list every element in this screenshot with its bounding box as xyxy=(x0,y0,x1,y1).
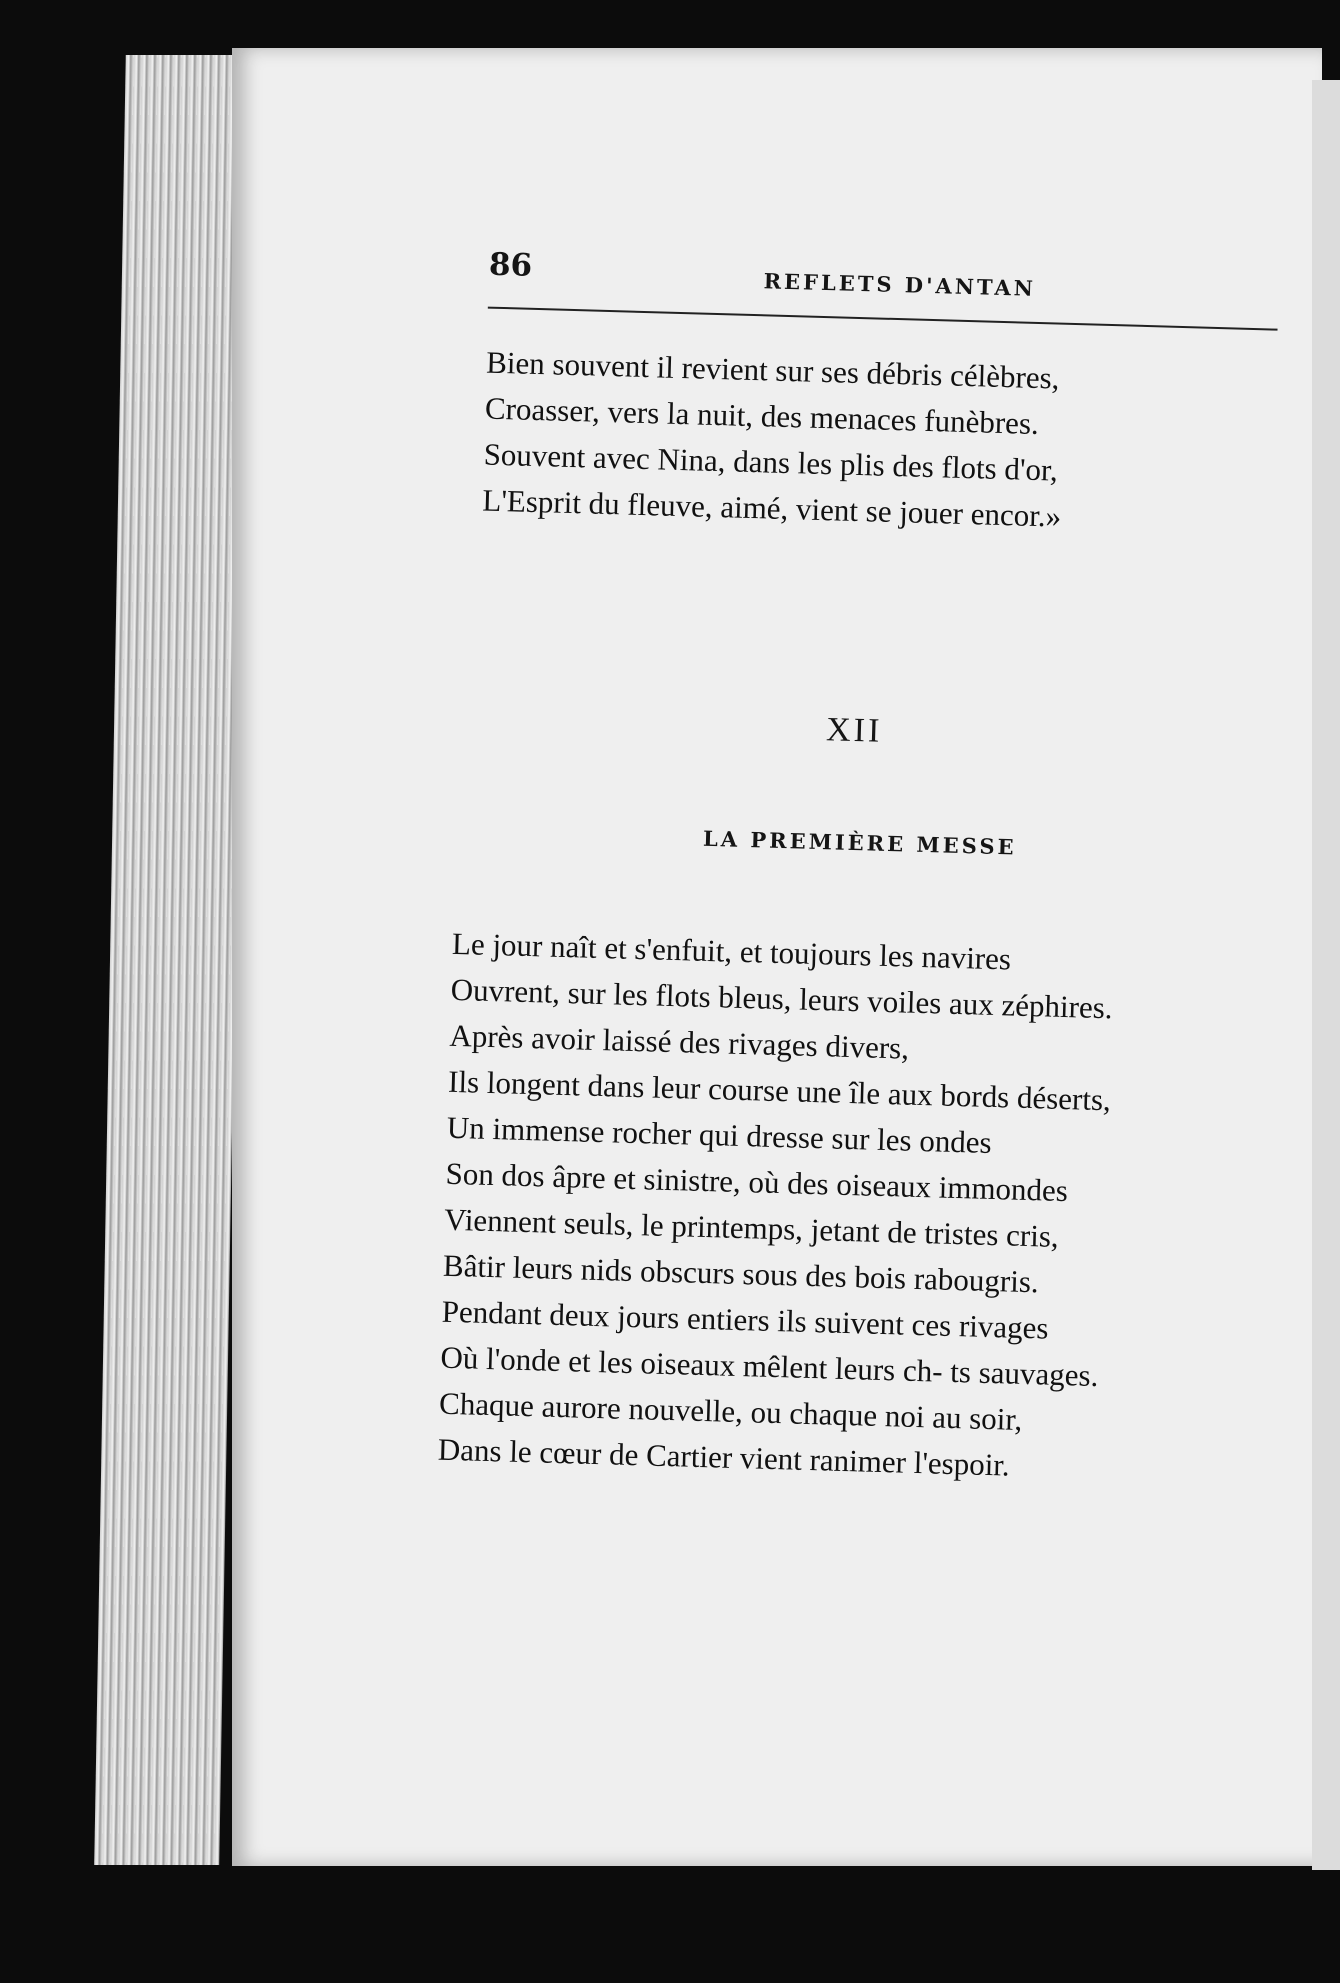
page-header xyxy=(488,247,1279,331)
verse-line: Le jour naît et s'enfuit, et toujours les navires xyxy=(451,925,1012,977)
stanza-1 xyxy=(482,340,1066,540)
verse-line: Dans le cœur de Cartier vient ranimer l'espoir. xyxy=(437,1431,1011,1483)
verse-line: Son dos âpre et sinistre, où des oiseaux immondes xyxy=(445,1155,1069,1209)
stanza-2 xyxy=(437,921,1115,1491)
verse-line: Viennent seuls, le printemps, jetant de tristes cris, xyxy=(443,1201,1060,1254)
verse-line: Croasser, vers la nuit, des menaces funèbres. xyxy=(484,390,1040,442)
verse-line: Après avoir laissé des rivages divers, xyxy=(449,1017,910,1066)
verse-line: Ouvrent, sur les flots bleus, leurs voiles aux zéphires. xyxy=(450,971,1114,1026)
verse-line: Bien souvent il revient sur ses débris célèbres, xyxy=(485,344,1060,396)
page-number: 86 xyxy=(488,246,533,284)
verse-line: Où l'onde et les oiseaux mêlent leurs ch- ts sauvages. xyxy=(440,1339,1099,1394)
verse-line: Pendant deux jours entiers ils suivent ces rivages xyxy=(441,1293,1049,1346)
chapter-number: XII xyxy=(825,711,883,750)
verse-line: Bâtir leurs nids obscurs sous des bois rabougris. xyxy=(442,1247,1040,1300)
running-title: REFLETS D'ANTAN xyxy=(763,268,1037,301)
verse-line: Ils longent dans leur course une île aux bords déserts, xyxy=(447,1063,1112,1118)
verse-line: L'Esprit du fleuve, aimé, vient se jouer encor.» xyxy=(481,482,1062,534)
verse-line: Chaque aurore nouvelle, ou chaque noi au soir, xyxy=(438,1385,1023,1437)
verse-line: Souvent avec Nina, dans les plis des flots d'or, xyxy=(483,436,1059,488)
chapter-title: LA PREMIÈRE MESSE xyxy=(702,825,1017,860)
verse-line: Un immense rocher qui dresse sur les ondes xyxy=(446,1109,993,1160)
